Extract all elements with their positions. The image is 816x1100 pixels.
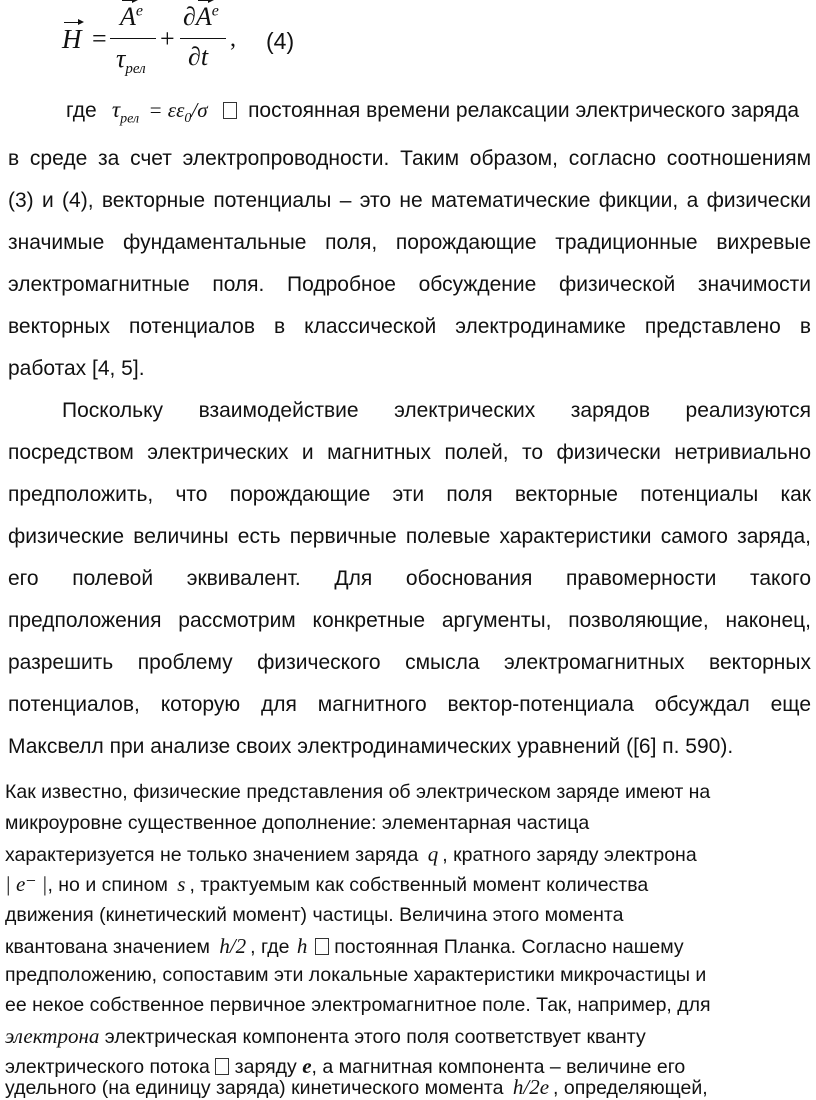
- symbol-h-2e: h/2e: [512, 1075, 550, 1099]
- fraction-bar: [180, 38, 226, 39]
- formula-partial: ∂: [183, 2, 196, 31]
- def-rhs-sub: 0: [184, 111, 192, 127]
- formula-term2-numerator: [183, 2, 219, 32]
- formula-lhs: [62, 24, 82, 55]
- symbol-e: e: [302, 1054, 312, 1078]
- formula-term2-denominator: ∂t: [188, 42, 209, 71]
- formula-number: (4): [266, 28, 295, 54]
- text-line: предположению, сопоставим эти локальные характеристики микрочастицы и: [5, 964, 707, 986]
- text-line: предположения рассмотрим конкретные аргументы, позволяющие, наконец,: [8, 609, 811, 632]
- fraction-bar: [110, 38, 156, 39]
- symbol-s: s: [177, 872, 186, 896]
- formula-sup: e: [211, 2, 219, 20]
- text-line: потенциалов, которую для магнитного вектор-потенциала обсуждал еще: [8, 693, 811, 716]
- def-tau: $\tau_{рел}$: [111, 97, 140, 127]
- missing-glyph-icon: [315, 938, 329, 955]
- text-line: Максвелл при анализе своих электродинамических уравнений ([6] п. 590).: [8, 735, 734, 758]
- text-line: движения (кинетический момент) частицы. Величина этого момента: [5, 904, 624, 926]
- text-line: характеризуется не только значением заряда q , кратного заряду электрона: [5, 842, 697, 866]
- formula-comma: ,: [230, 26, 236, 52]
- formula-sub: рел: [125, 61, 146, 78]
- def-prefix: где: [66, 99, 97, 122]
- text-line: (3) и (4), векторные потенциалы – это не математические фикции, а физически: [8, 189, 811, 212]
- formula-sup: e: [135, 2, 143, 20]
- text-line: ее некое собственное первичное электромагнитное поле. Так, например, для: [5, 994, 711, 1016]
- formula-term1-denominator: [116, 44, 146, 78]
- text-line: разрешить проблему физического смысла электромагнитных векторных: [8, 651, 811, 674]
- missing-glyph-icon: [223, 102, 237, 119]
- text-line: электромагнитные поля. Подробное обсуждение физической значимости: [8, 273, 811, 296]
- vector-arrow-icon: H: [62, 24, 82, 54]
- text-line: работах [4, 5].: [8, 357, 145, 380]
- missing-glyph-icon: [215, 1058, 229, 1075]
- symbol-h-half: h/2: [219, 934, 247, 958]
- text-line: Как известно, физические представления об электрическом заряде имеют на: [5, 781, 711, 803]
- text-line: удельного (на единицу заряда) кинетического момента h/2e , определяющей,: [5, 1075, 708, 1099]
- italic-word: электрона: [5, 1024, 100, 1048]
- text-line: его полевой эквивалент. Для обоснования правомерности такого: [8, 567, 811, 590]
- symbol-q: q: [427, 842, 439, 866]
- text-line: микроуровне существенное дополнение: элементарная частица: [5, 812, 590, 834]
- def-tau-sub: рел: [120, 111, 140, 127]
- text-line: Поскольку взаимодействие электрических зарядов реализуются: [62, 399, 811, 422]
- text-line: предположить, что порождающие эти поля векторные потенциалы как: [8, 483, 811, 506]
- text-line: векторных потенциалов в классической электродинамике представлено в: [8, 315, 811, 338]
- text-line: электрона электрическая компонента этого поля соответствует кванту: [5, 1024, 646, 1048]
- formula-plus: +: [160, 24, 175, 53]
- text-line: квантована значением h/2 , где h постоянная Планка. Согласно нашему: [5, 934, 684, 958]
- vector-arrow-icon: A: [120, 2, 136, 31]
- symbol-electron-charge: | e⁻ |: [5, 872, 48, 896]
- formula-term1-numerator: [120, 2, 143, 32]
- symbol-h: h: [296, 934, 308, 958]
- text-line: значимые фундаментальные поля, порождающие традиционные вихревые: [8, 231, 811, 254]
- text-line: электрического потока заряду e, а магнитная компонента – величине его: [5, 1054, 686, 1078]
- text-line: посредством электрических и магнитных полей, то физически нетривиально: [8, 441, 811, 464]
- def-rest: постоянная времени релаксации электрического заряда: [248, 99, 800, 122]
- text-line: физические величины есть первичные полевые характеристики самого заряда,: [8, 525, 811, 548]
- vector-arrow-icon: A: [195, 2, 212, 31]
- definition-line: [66, 97, 799, 128]
- formula-equals: =: [92, 24, 107, 53]
- formula-tau: τ: [116, 44, 126, 73]
- text-line: в среде за счет электропроводности. Таким образом, согласно соотношениям: [8, 147, 811, 170]
- def-rhs: = $\varepsilon\varepsilon_0/\sigma$: [148, 98, 208, 127]
- text-line: | e⁻ |, но и спином s , трактуемым как собственный момент количества: [5, 872, 649, 896]
